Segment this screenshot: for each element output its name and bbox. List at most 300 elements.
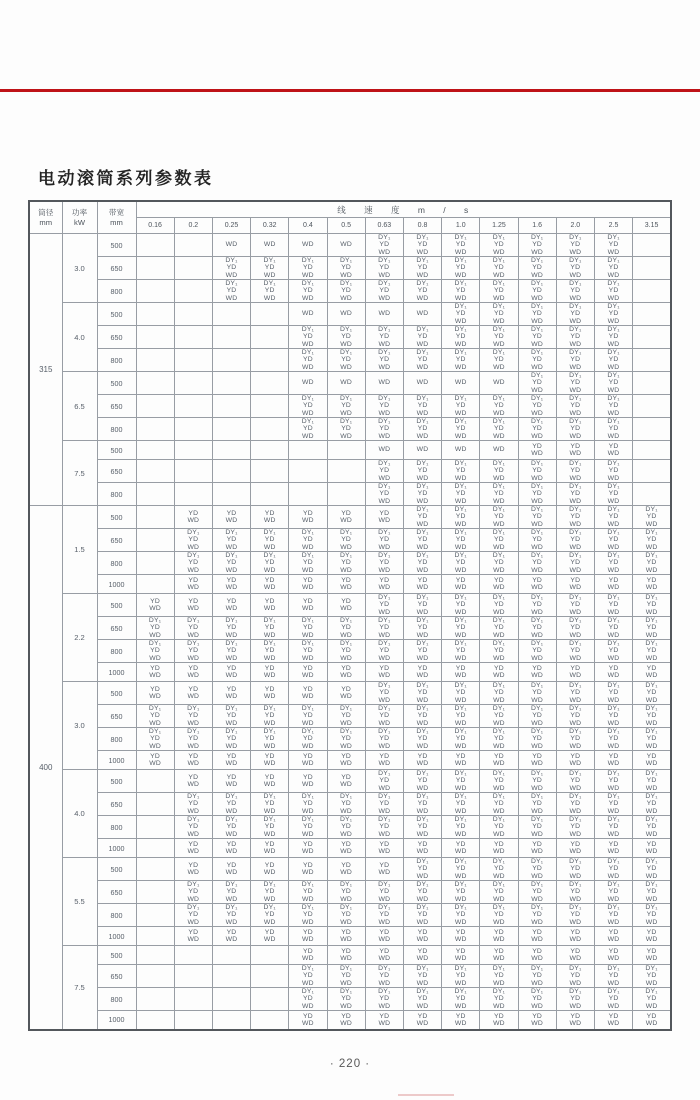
table-row [29,460,671,483]
empty-cell [251,372,289,395]
drum-type-cell: DY₁ YD WD [480,483,518,506]
drum-type-cell: DY₁ YD WD [289,988,327,1011]
drum-type-cell: DY₁ YD WD [480,506,518,529]
drum-type-cell: DY₁ YD WD [403,460,441,483]
empty-cell [633,280,671,303]
drum-type-cell: DY₁ YD WD [518,965,556,988]
drum-type-cell: DY₁ YD WD [403,770,441,793]
power-value: 4.0 [62,303,97,372]
drum-type-cell: DY₁ YD WD [556,234,594,257]
drum-type-cell: WD [365,441,403,460]
empty-cell [251,303,289,326]
drum-type-cell: YD WD [174,506,212,529]
drum-type-cell: DY₁ YD WD [480,705,518,728]
drum-type-cell: DY₁ YD WD [327,705,365,728]
drum-type-cell: YD WD [289,751,327,770]
empty-cell [136,965,174,988]
drum-type-cell: DY₁ YD WD [403,904,441,927]
power-value: 2.2 [62,594,97,682]
drum-type-cell: DY₁ YD WD [480,529,518,552]
drum-type-cell: YD WD [556,751,594,770]
drum-type-cell: DY₁ YD WD [442,460,480,483]
drum-type-cell: DY₁ YD WD [136,640,174,663]
drum-type-cell: YD WD [442,751,480,770]
empty-cell [633,418,671,441]
drum-type-cell: WD [403,372,441,395]
table-row [29,372,671,395]
drum-type-cell: DY₁ YD WD [594,617,632,640]
drum-type-cell: YD WD [518,663,556,682]
drum-type-cell: YD WD [174,663,212,682]
belt-width-value: 650 [97,881,136,904]
empty-cell [174,326,212,349]
drum-type-cell: DY₁ YD WD [442,529,480,552]
drum-type-cell: DY₁ YD WD [442,234,480,257]
table-row [29,506,671,529]
drum-type-cell: YD WD [251,770,289,793]
belt-width-value: 800 [97,816,136,839]
table-row [29,418,671,441]
drum-type-cell: DY₁ YD WD [251,552,289,575]
empty-cell [174,483,212,506]
drum-type-cell: DY₁ YD WD [327,881,365,904]
drum-type-cell: YD WD [251,927,289,946]
empty-cell [136,257,174,280]
top-red-rule [0,89,700,92]
drum-type-cell: DY₁ YD WD [212,904,250,927]
drum-type-cell: DY₁ YD WD [212,280,250,303]
drum-type-cell: DY₁ YD WD [174,640,212,663]
empty-cell [633,395,671,418]
belt-width-value: 650 [97,617,136,640]
drum-type-cell: DY₁ YD WD [327,904,365,927]
drum-type-cell: DY₁ YD WD [403,682,441,705]
drum-type-cell: YD WD [556,1011,594,1030]
drum-type-cell: DY₁ YD WD [174,728,212,751]
drum-type-cell: DY₁ YD WD [442,705,480,728]
empty-cell [633,257,671,280]
belt-width-value: 1000 [97,839,136,858]
drum-type-cell: DY₁ YD WD [480,858,518,881]
empty-cell [251,946,289,965]
drum-type-cell: YD WD [212,751,250,770]
drum-type-cell: DY₁ YD WD [289,617,327,640]
drum-type-cell: DY₁ YD WD [594,234,632,257]
power-value: 4.0 [62,770,97,858]
drum-type-cell: YD WD [365,858,403,881]
drum-type-cell: WD [289,234,327,257]
belt-width-value: 650 [97,460,136,483]
drum-type-cell: YD WD [518,441,556,460]
drum-type-cell: DY₁ YD WD [403,640,441,663]
drum-type-cell: DY₁ YD WD [327,640,365,663]
drum-type-cell: DY₁ YD WD [212,793,250,816]
drum-type-cell: YD WD [174,927,212,946]
table-row [29,529,671,552]
drum-type-cell: DY₁ YD WD [136,728,174,751]
drum-type-cell: YD WD [633,575,671,594]
empty-cell [251,965,289,988]
drum-type-cell: WD [442,372,480,395]
drum-type-cell: YD WD [212,594,250,617]
drum-type-cell: DY₁ YD WD [556,793,594,816]
empty-cell [327,441,365,460]
empty-cell [289,441,327,460]
drum-type-cell: YD WD [594,1011,632,1030]
drum-type-cell: YD WD [174,858,212,881]
table-row [29,682,671,705]
drum-type-cell: DY₁ YD WD [518,506,556,529]
drum-type-cell: DY₁ YD WD [251,793,289,816]
table-row [29,858,671,881]
belt-width-value: 500 [97,372,136,395]
drum-type-cell: DY₁ YD WD [403,594,441,617]
drum-type-cell: DY₁ YD WD [251,881,289,904]
speed-tick: 0.2 [174,218,212,234]
drum-type-cell: DY₁ YD WD [365,594,403,617]
empty-cell [136,946,174,965]
table-row [29,751,671,770]
drum-type-cell: DY₁ YD WD [480,257,518,280]
drum-type-cell: YD WD [518,751,556,770]
empty-cell [251,418,289,441]
drum-type-cell: DY₁ YD WD [518,395,556,418]
drum-type-cell: DY₁ YD WD [251,728,289,751]
drum-type-cell: DY₁ YD WD [633,728,671,751]
drum-type-cell: DY₁ YD WD [518,234,556,257]
drum-type-cell: DY₁ YD WD [365,682,403,705]
drum-type-cell: DY₁ YD WD [174,529,212,552]
empty-cell [174,395,212,418]
drum-type-cell: YD WD [212,506,250,529]
drum-type-cell: DY₁ YD WD [594,640,632,663]
drum-type-cell: DY₁ YD WD [442,594,480,617]
empty-cell [136,575,174,594]
drum-type-cell: DY₁ YD WD [365,460,403,483]
drum-type-cell: DY₁ YD WD [251,617,289,640]
drum-type-cell: YD WD [594,575,632,594]
drum-diameter-value: 400 [29,506,62,1030]
drum-type-cell: YD WD [251,663,289,682]
drum-type-cell: DY₁ YD WD [480,280,518,303]
drum-type-cell: DY₁ YD WD [518,326,556,349]
belt-width-value: 650 [97,793,136,816]
drum-type-cell: YD WD [327,663,365,682]
empty-cell [212,349,250,372]
belt-width-value: 800 [97,552,136,575]
drum-type-cell: YD WD [136,594,174,617]
belt-width-value: 1000 [97,663,136,682]
drum-type-cell: DY₁ YD WD [633,705,671,728]
empty-cell [136,506,174,529]
drum-type-cell: DY₁ YD WD [556,483,594,506]
drum-type-cell: DY₁ YD WD [556,257,594,280]
drum-type-cell: DY₁ YD WD [442,395,480,418]
empty-cell [212,460,250,483]
table-row [29,483,671,506]
table-row [29,927,671,946]
drum-type-cell: DY₁ YD WD [365,881,403,904]
drum-type-cell: WD [403,303,441,326]
empty-cell [212,483,250,506]
drum-type-cell: DY₁ YD WD [594,594,632,617]
drum-type-cell: DY₁ YD WD [633,682,671,705]
drum-type-cell: YD WD [251,858,289,881]
drum-type-cell: DY₁ YD WD [251,705,289,728]
drum-type-cell: DY₁ YD WD [480,552,518,575]
empty-cell [327,483,365,506]
empty-cell [136,904,174,927]
bottom-red-rule-fragment [398,1094,454,1096]
drum-type-cell: DY₁ YD WD [327,257,365,280]
drum-type-cell: DY₁ YD WD [556,303,594,326]
table-row [29,395,671,418]
drum-type-cell: DY₁ YD WD [289,395,327,418]
empty-cell [136,770,174,793]
drum-type-cell: YD WD [251,575,289,594]
drum-type-cell: DY₁ YD WD [480,303,518,326]
drum-type-cell: DY₁ YD WD [594,372,632,395]
drum-type-cell: DY₁ YD WD [518,640,556,663]
drum-type-cell: DY₁ YD WD [633,904,671,927]
drum-type-cell: YD WD [633,927,671,946]
drum-type-cell: DY₁ YD WD [518,349,556,372]
drum-type-cell: DY₁ YD WD [442,257,480,280]
table-row [29,594,671,617]
drum-type-cell: YD WD [251,594,289,617]
drum-type-cell: DY₁ YD WD [594,988,632,1011]
drum-type-cell: DY₁ YD WD [442,418,480,441]
empty-cell [251,349,289,372]
drum-type-cell: DY₁ YD WD [556,280,594,303]
drum-type-cell: DY₁ YD WD [289,965,327,988]
drum-type-cell: WD [365,372,403,395]
drum-type-cell: DY₁ YD WD [212,881,250,904]
drum-type-cell: YD WD [633,751,671,770]
drum-type-cell: DY₁ YD WD [327,326,365,349]
page-number: · 220 · [329,1058,371,1070]
drum-type-cell: YD WD [136,682,174,705]
belt-width-value: 800 [97,280,136,303]
speed-tick: 1.6 [518,218,556,234]
drum-type-cell: DY₁ YD WD [365,326,403,349]
drum-type-cell: DY₁ YD WD [518,793,556,816]
empty-cell [174,988,212,1011]
drum-type-cell: DY₁ YD WD [365,705,403,728]
drum-type-cell: YD WD [556,927,594,946]
drum-type-cell: DY₁ YD WD [174,904,212,927]
table-row [29,441,671,460]
drum-type-cell: DY₁ YD WD [174,793,212,816]
drum-type-cell: WD [327,303,365,326]
drum-type-cell: DY₁ YD WD [633,529,671,552]
drum-type-cell: DY₁ YD WD [480,460,518,483]
drum-type-cell: YD WD [403,927,441,946]
drum-type-cell: DY₁ YD WD [365,728,403,751]
drum-type-cell: DY₁ YD WD [212,257,250,280]
empty-cell [136,988,174,1011]
drum-type-cell: DY₁ YD WD [518,280,556,303]
drum-type-cell: DY₁ YD WD [480,988,518,1011]
belt-width-value: 650 [97,529,136,552]
drum-type-cell: YD WD [365,663,403,682]
belt-width-value: 650 [97,965,136,988]
drum-type-cell: DY₁ YD WD [365,349,403,372]
drum-type-cell: YD WD [251,506,289,529]
drum-type-cell: DY₁ YD WD [365,793,403,816]
empty-cell [136,552,174,575]
drum-type-cell: DY₁ YD WD [480,349,518,372]
drum-type-cell: YD WD [365,1011,403,1030]
power-value: 6.5 [62,372,97,441]
empty-cell [212,326,250,349]
drum-type-cell: DY₁ YD WD [633,965,671,988]
drum-type-cell: DY₁ YD WD [442,617,480,640]
empty-cell [136,839,174,858]
drum-type-cell: YD WD [365,575,403,594]
empty-cell [136,234,174,257]
belt-width-value: 500 [97,234,136,257]
drum-type-cell: DY₁ YD WD [518,881,556,904]
drum-type-cell: YD WD [594,927,632,946]
power-value: 1.5 [62,506,97,594]
drum-type-cell: YD WD [518,575,556,594]
drum-type-cell: DY₁ YD WD [480,395,518,418]
drum-type-cell: DY₁ YD WD [556,460,594,483]
drum-type-cell: DY₁ YD WD [556,594,594,617]
drum-type-cell: DY₁ YD WD [403,395,441,418]
drum-type-cell: DY₁ YD WD [289,552,327,575]
drum-type-cell: DY₁ YD WD [136,705,174,728]
empty-cell [174,372,212,395]
table-row [29,839,671,858]
drum-type-cell: YD WD [327,858,365,881]
drum-type-cell: YD WD [327,594,365,617]
drum-type-cell: DY₁ YD WD [365,483,403,506]
empty-cell [289,483,327,506]
drum-type-cell: DY₁ YD WD [556,372,594,395]
empty-cell [136,349,174,372]
empty-cell [212,988,250,1011]
drum-type-cell: YD WD [289,946,327,965]
drum-type-cell: DY₁ YD WD [289,349,327,372]
drum-type-cell: DY₁ YD WD [556,349,594,372]
drum-type-cell: YD WD [594,441,632,460]
drum-type-cell: YD WD [327,506,365,529]
drum-type-cell: YD WD [251,751,289,770]
drum-type-cell: YD WD [403,575,441,594]
drum-type-cell: DY₁ YD WD [594,460,632,483]
drum-type-cell: DY₁ YD WD [518,858,556,881]
drum-type-cell: DY₁ YD WD [518,705,556,728]
empty-cell [174,349,212,372]
drum-type-cell: YD WD [594,839,632,858]
drum-type-cell: DY₁ YD WD [556,816,594,839]
drum-type-cell: DY₁ YD WD [442,303,480,326]
drum-type-cell: DY₁ YD WD [442,793,480,816]
drum-type-cell: YD WD [212,575,250,594]
table-row [29,640,671,663]
table-row [29,946,671,965]
drum-type-cell: YD WD [289,506,327,529]
drum-type-cell: DY₁ YD WD [480,234,518,257]
drum-type-cell: DY₁ YD WD [518,617,556,640]
drum-type-cell: DY₁ YD WD [480,770,518,793]
drum-type-cell: DY₁ YD WD [403,728,441,751]
drum-type-cell: DY₁ YD WD [403,506,441,529]
drum-type-cell: DY₁ YD WD [289,881,327,904]
drum-type-cell: DY₁ YD WD [633,988,671,1011]
drum-type-cell: DY₁ YD WD [403,705,441,728]
drum-type-cell: YD WD [633,839,671,858]
drum-type-cell: DY₁ YD WD [365,280,403,303]
drum-type-cell: DY₁ YD WD [480,640,518,663]
drum-type-cell: DY₁ YD WD [480,418,518,441]
drum-type-cell: DY₁ YD WD [442,988,480,1011]
drum-type-cell: DY₁ YD WD [174,881,212,904]
drum-type-cell: DY₁ YD WD [289,728,327,751]
line-speed-header: 线 速 度 m / s [136,201,671,218]
drum-type-cell: DY₁ YD WD [594,682,632,705]
drum-type-cell: DY₁ YD WD [480,682,518,705]
drum-type-cell: YD WD [289,663,327,682]
drum-type-cell: DY₁ YD WD [556,395,594,418]
table-row [29,234,671,257]
drum-type-cell: DY₁ YD WD [556,770,594,793]
table-row [29,663,671,682]
empty-cell [174,946,212,965]
drum-type-cell: YD WD [289,682,327,705]
drum-type-cell: YD WD [480,751,518,770]
drum-type-cell: DY₁ YD WD [327,965,365,988]
drum-type-cell: DY₁ YD WD [556,529,594,552]
drum-type-cell: DY₁ YD WD [403,793,441,816]
belt-width-value: 800 [97,640,136,663]
drum-type-cell: YD WD [327,1011,365,1030]
empty-cell [174,965,212,988]
empty-cell [251,483,289,506]
drum-type-cell: DY₁ YD WD [327,552,365,575]
drum-type-cell: YD WD [289,1011,327,1030]
drum-type-cell: DY₁ YD WD [403,280,441,303]
table-row [29,816,671,839]
drum-type-cell: DY₁ YD WD [594,705,632,728]
drum-type-cell: DY₁ YD WD [480,793,518,816]
drum-type-cell: YD WD [442,663,480,682]
drum-type-cell: DY₁ YD WD [403,617,441,640]
drum-type-cell: DY₁ YD WD [633,793,671,816]
power-value: 3.0 [62,682,97,770]
drum-type-cell: DY₁ YD WD [403,552,441,575]
drum-type-cell: DY₁ YD WD [289,529,327,552]
drum-type-cell: DY₁ YD WD [442,640,480,663]
drum-type-cell: DY₁ YD WD [442,552,480,575]
drum-type-cell: YD WD [480,839,518,858]
drum-type-cell: YD WD [212,682,250,705]
belt-width-value: 800 [97,483,136,506]
drum-type-cell: DY₁ YD WD [327,988,365,1011]
drum-type-cell: DY₁ YD WD [289,257,327,280]
drum-type-cell: DY₁ YD WD [403,816,441,839]
drum-type-cell: DY₁ YD WD [518,303,556,326]
empty-cell [251,460,289,483]
empty-cell [136,418,174,441]
drum-type-cell: DY₁ YD WD [556,705,594,728]
drum-type-cell: DY₁ YD WD [327,280,365,303]
drum-type-cell: YD WD [594,946,632,965]
drum-type-cell: DY₁ YD WD [633,816,671,839]
belt-width-value: 800 [97,904,136,927]
